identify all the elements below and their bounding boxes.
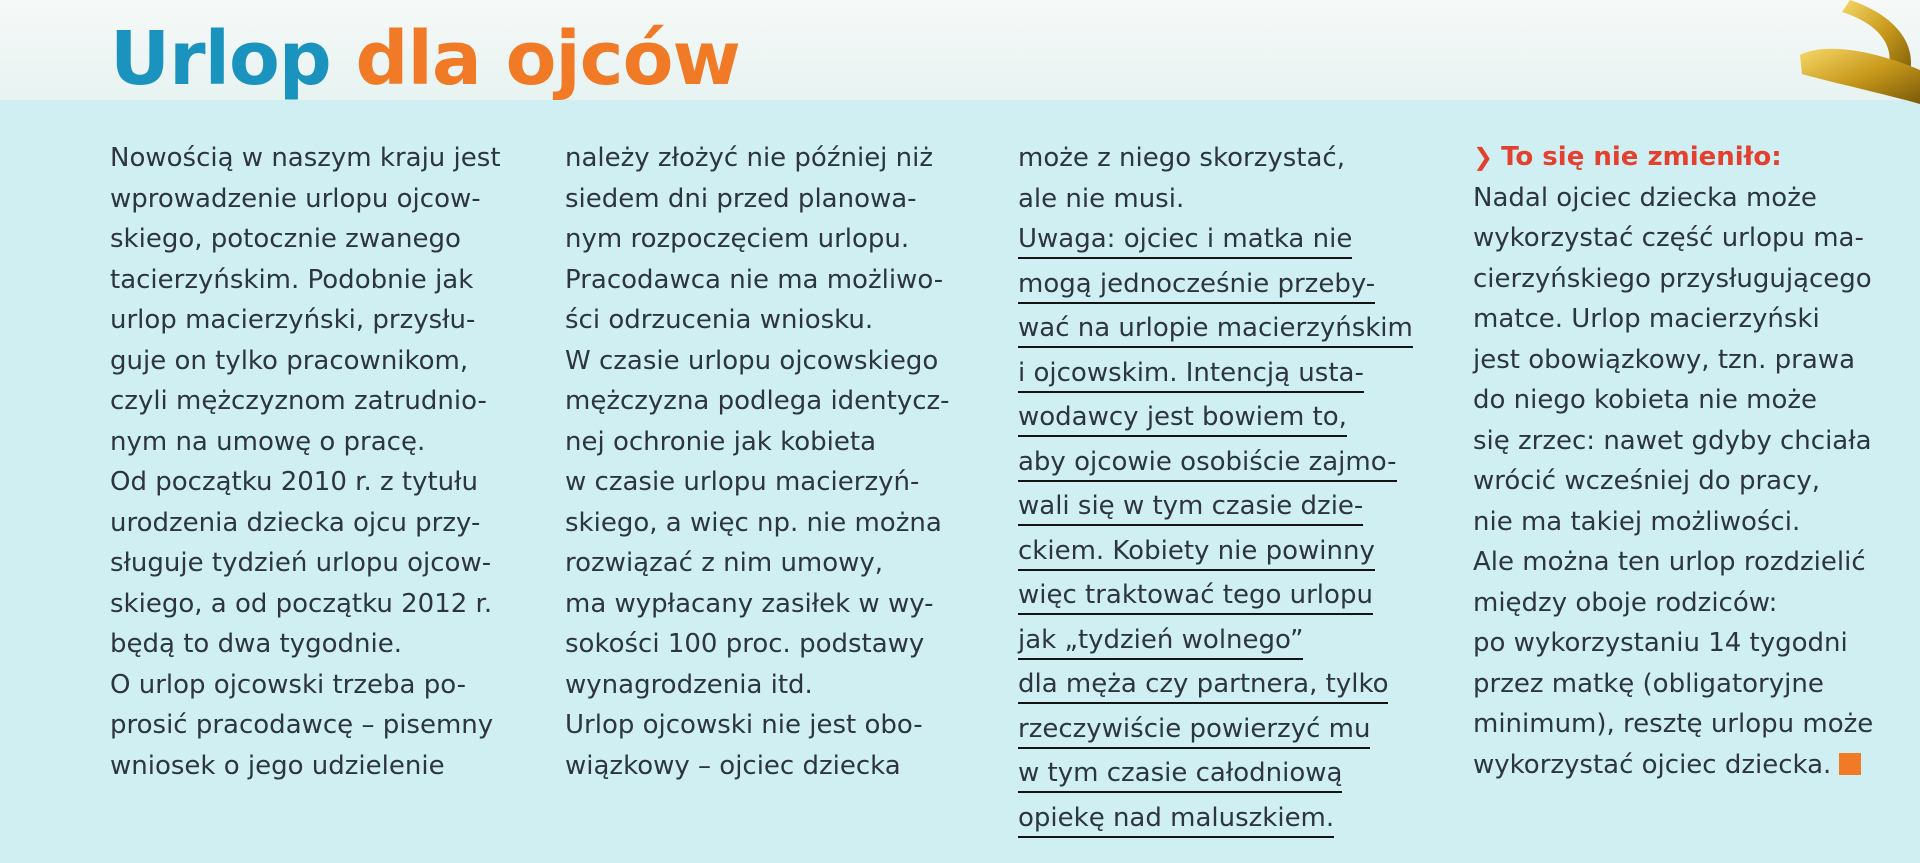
sidebar-line: wrócić wcześniej do pracy,: [1473, 466, 1821, 496]
sidebar-line: [1473, 745, 1873, 786]
sidebar-line: cierzyńskiego przysługującego: [1473, 263, 1872, 294]
column-1-line: wniosek o jego udzielenie: [110, 750, 445, 781]
column-1-line: O urlop ojcowski trzeba po-: [110, 669, 466, 700]
underlined-line: Uwaga: ojciec i matka nie: [1018, 221, 1352, 259]
column-2-line: nej ochronie jak kobieta: [565, 426, 876, 457]
sidebar-line-text: wykorzystać ojciec dziecka.: [1473, 749, 1832, 780]
column-1-line: czyli mężczyznom zatrudnio-: [110, 386, 487, 416]
column-2-line: Urlop ojcowski nie jest obo-: [565, 710, 923, 740]
column-1-line: wprowadzenie urlopu ojcow-: [110, 183, 481, 214]
arrow-icon: ❯: [1473, 143, 1494, 171]
underlined-line: wali się w tym czasie dzie-: [1018, 488, 1363, 526]
sidebar-box: [1473, 137, 1873, 785]
column-2-line: rozwiązać z nim umowy,: [565, 548, 884, 578]
sidebar-line: się zrzec: nawet gdyby chciała: [1473, 425, 1872, 456]
sidebar-heading: [1473, 137, 1873, 178]
column-2-line: mężczyzna podlega identycz-: [565, 386, 950, 416]
column-2-line: skiego, a więc np. nie można: [565, 507, 942, 538]
underlined-line: wać na urlopie macierzyńskim: [1018, 310, 1413, 348]
column-3: [1018, 138, 1413, 842]
column-2-line: W czasie urlopu ojcowskiego: [565, 345, 939, 376]
column-2-line: siedem dni przed planowa-: [565, 183, 917, 214]
sidebar-line: nie ma takiej możliwości.: [1473, 506, 1801, 537]
underlined-line: i ojcowskim. Intencją usta-: [1018, 355, 1364, 393]
sidebar-line: matce. Urlop macierzyński: [1473, 304, 1820, 334]
sidebar-line: wykorzystać część urlopu ma-: [1473, 223, 1864, 253]
column-1-line: będą to dwa tygodnie.: [110, 629, 402, 659]
column-1: [110, 138, 501, 786]
column-1-line: nym na umowę o pracę.: [110, 426, 426, 457]
sidebar-line: minimum), resztę urlopu może: [1473, 709, 1874, 739]
column-2-line: ści odrzucenia wniosku.: [565, 305, 874, 335]
title-word-urlop: Urlop: [110, 16, 331, 102]
end-mark-square-icon: [1839, 753, 1861, 775]
sidebar-line: po wykorzystaniu 14 tygodni: [1473, 628, 1848, 658]
underlined-line: wodawcy jest bowiem to,: [1018, 399, 1347, 437]
column-1-line: Od początku 2010 r. z tytułu: [110, 467, 479, 497]
underlined-line: mogą jednocześnie przeby-: [1018, 266, 1375, 304]
underlined-line: aby ojcowie osobiście zajmo-: [1018, 444, 1397, 482]
column-1-line: urlop macierzyński, przysłu-: [110, 305, 476, 335]
sidebar-line: Ale można ten urlop rozdzielić: [1473, 547, 1866, 577]
column-2-line: nym rozpoczęciem urlopu.: [565, 224, 910, 254]
underlined-line: więc traktować tego urlopu: [1018, 577, 1373, 615]
column-1-line: prosić pracodawcę – pisemny: [110, 710, 494, 740]
column-1-line: skiego, a od początku 2012 r.: [110, 588, 493, 619]
column-1-line: sługuje tydzień urlopu ojcow-: [110, 548, 492, 578]
underlined-line: dla męża czy partnera, tylko: [1018, 666, 1388, 704]
column-1-line: urodzenia dziecka ojcu przy-: [110, 507, 481, 538]
title-word-dla-ojcow: dla ojców: [355, 16, 740, 102]
sidebar-line: Nadal ojciec dziecka może: [1473, 182, 1817, 213]
column-2-line: w czasie urlopu macierzyń-: [565, 467, 920, 497]
column-2-line: należy złożyć nie później niż: [565, 143, 934, 173]
underlined-line: rzeczywiście powierzyć mu: [1018, 711, 1370, 749]
gold-ribbon-icon: [1790, 0, 1920, 110]
underlined-line: opiekę nad maluszkiem.: [1018, 800, 1334, 838]
column-3-line: ale nie musi.: [1018, 183, 1185, 214]
column-3-line: może z niego skorzystać,: [1018, 143, 1345, 173]
column-2-line: wiązkowy – ojciec dziecka: [565, 750, 901, 781]
sidebar-heading-text: To się nie zmieniło:: [1501, 142, 1782, 172]
column-2-line: sokości 100 proc. podstawy: [565, 629, 925, 659]
column-2-line: wynagrodzenia itd.: [565, 669, 813, 700]
sidebar-line: przez matkę (obligatoryjne: [1473, 668, 1824, 699]
underlined-line: jak „tydzień wolnego”: [1018, 622, 1303, 660]
column-2: [565, 138, 950, 786]
sidebar-line: do niego kobieta nie może: [1473, 385, 1818, 415]
column-2-line: ma wypłacany zasiłek w wy-: [565, 588, 934, 619]
column-2-line: Pracodawca nie ma możliwo-: [565, 264, 944, 295]
column-1-line: guje on tylko pracownikom,: [110, 345, 469, 376]
underlined-line: ckiem. Kobiety nie powinny: [1018, 533, 1375, 571]
sidebar-line: między oboje rodziców:: [1473, 587, 1778, 618]
column-1-line: tacierzyńskim. Podobnie jak: [110, 264, 474, 295]
column-1-line: Nowością w naszym kraju jest: [110, 143, 501, 173]
sidebar-line: jest obowiązkowy, tzn. prawa: [1473, 344, 1856, 375]
column-1-line: skiego, potocznie zwanego: [110, 224, 461, 254]
article-title: [110, 16, 740, 102]
underlined-line: w tym czasie całodniową: [1018, 755, 1342, 793]
